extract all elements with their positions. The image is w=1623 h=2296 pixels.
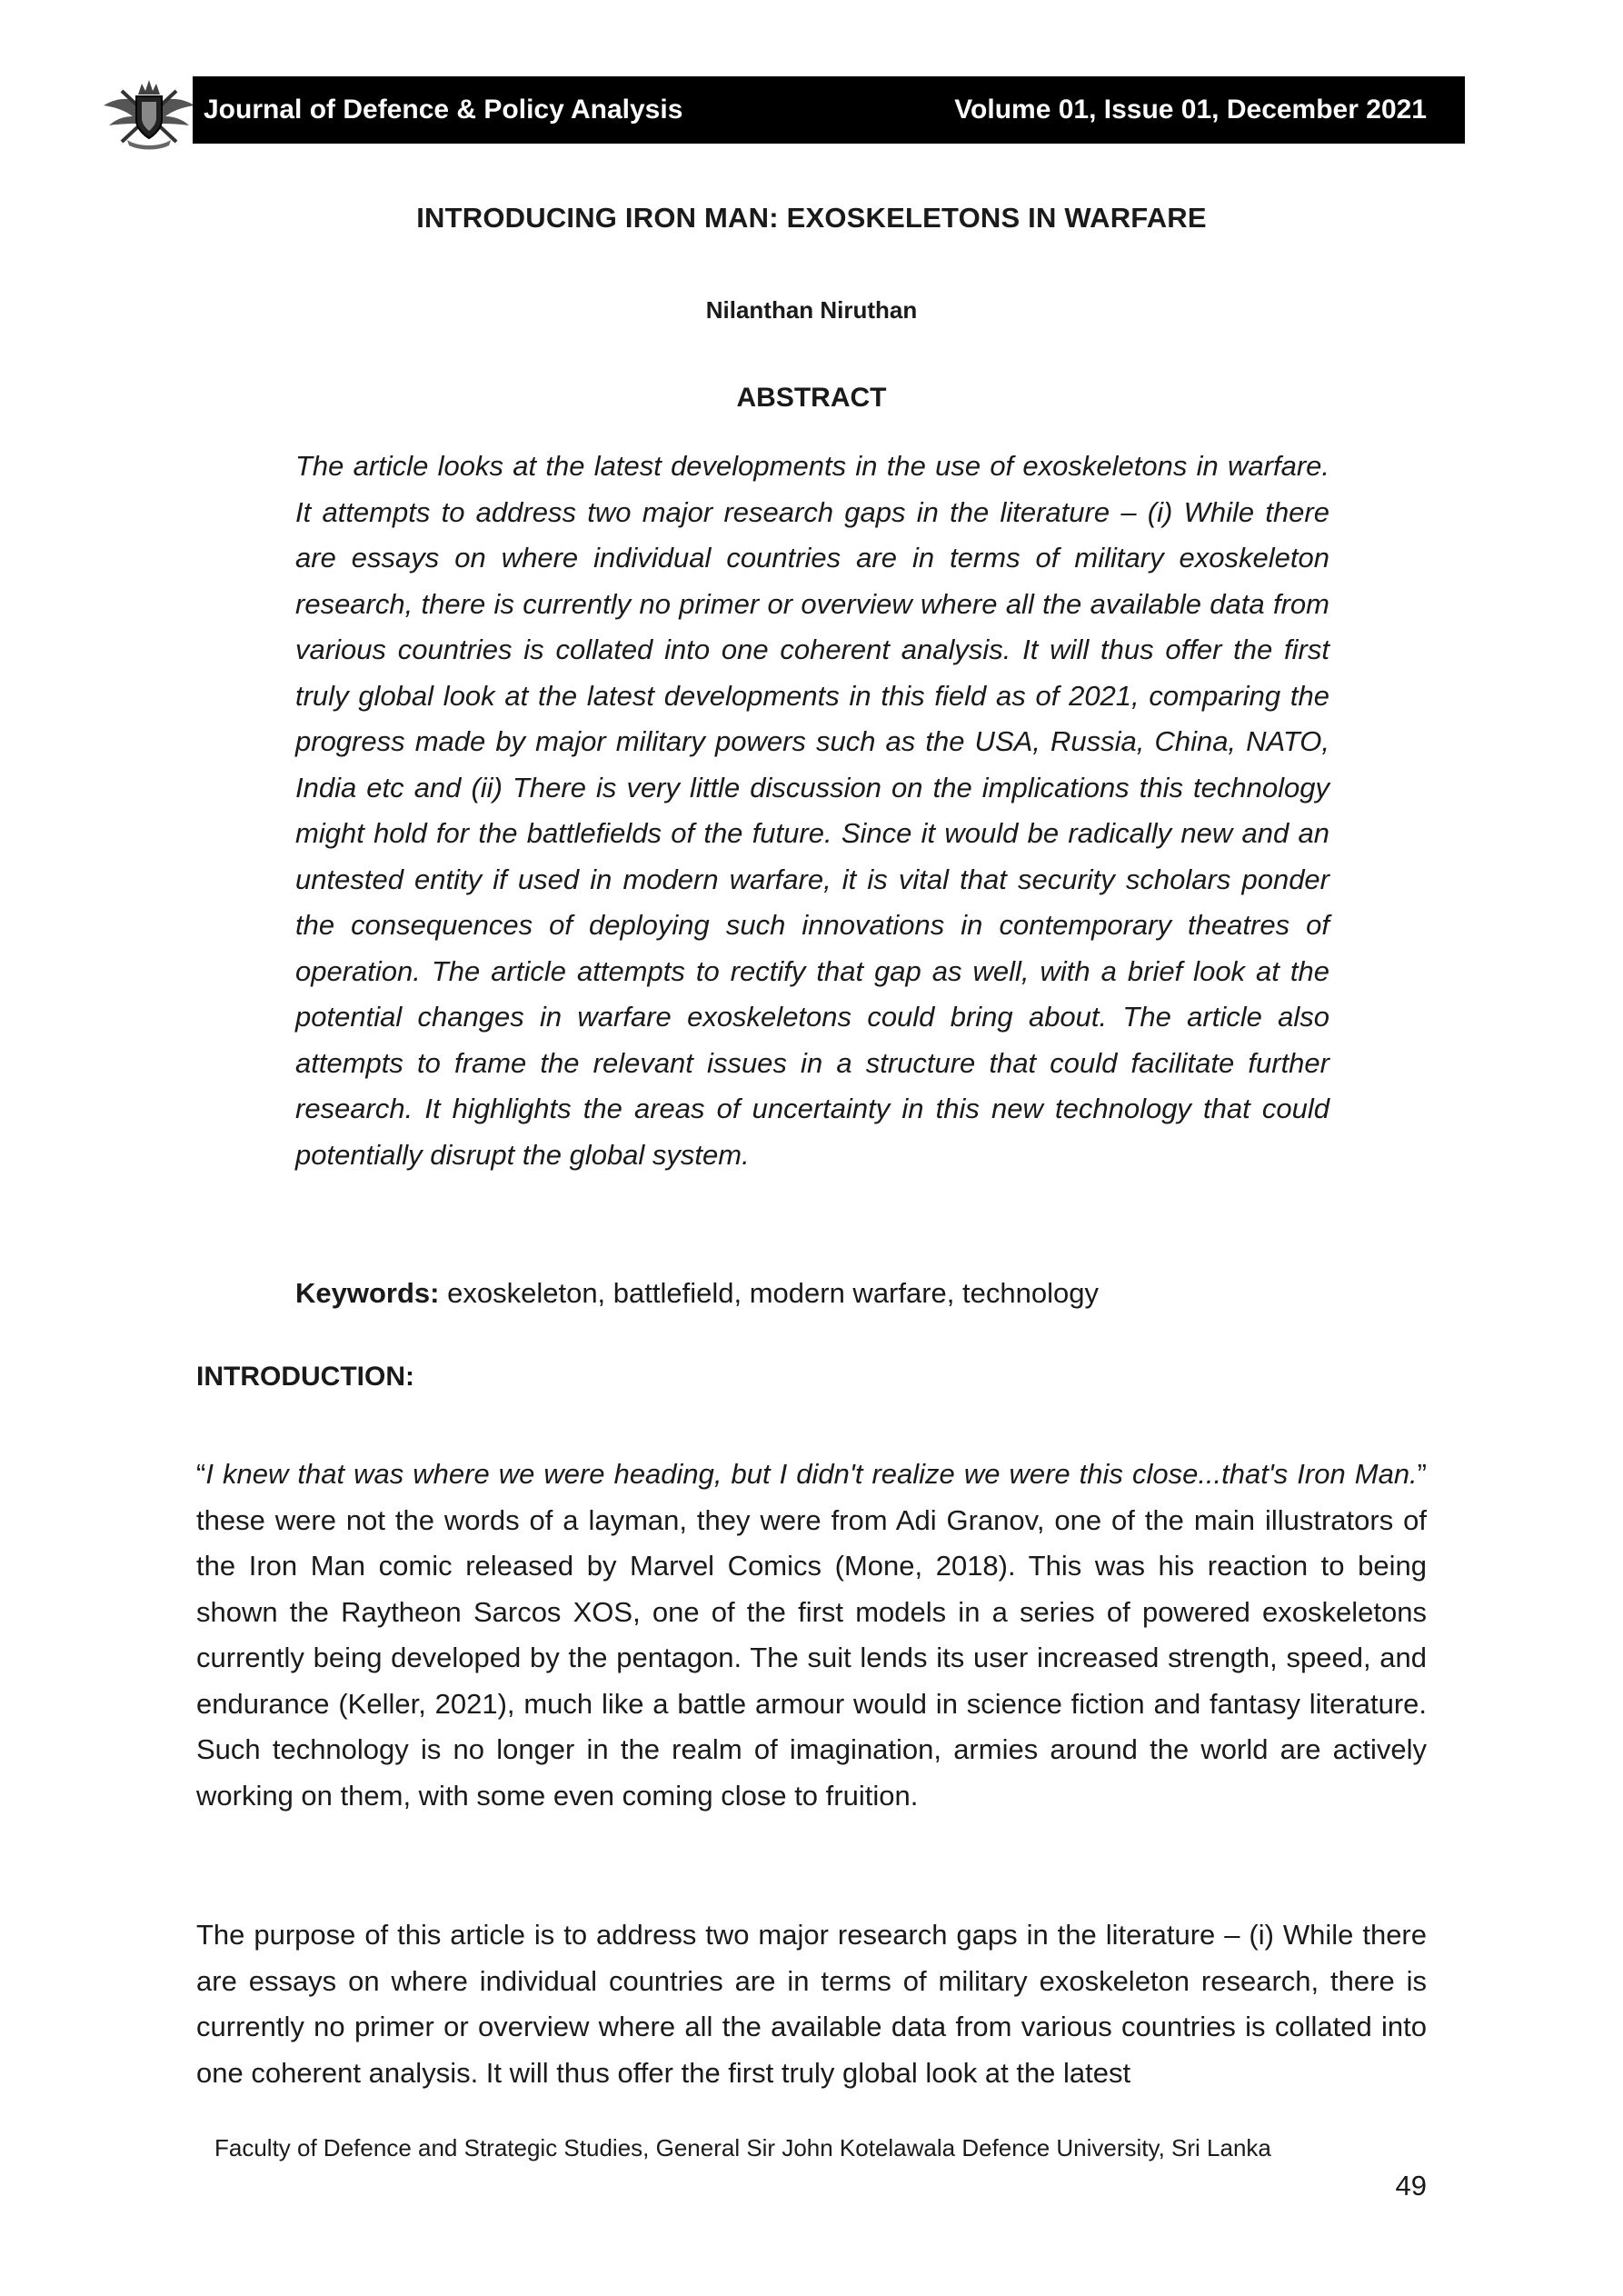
- intro-paragraph-1-text: these were not the words of a layman, they were from Adi Granov, one of the main illustrators of the Iron Man comic released by Marvel Comics (Mone, 2018). This was his reaction to being shown the Raytheon Sarcos XOS, one of the first models in a series of powered exoskeletons currently being developed by the pentagon. The suit lends its user increased strength, speed, and endurance (Keller, 2021), much like a battle armour would in science fiction and fantasy literature. Such technology is no longer in the realm of imagination, armies around the world are actively working on them, with some even coming close to fruition.: [196, 1503, 1427, 1812]
- granov-quote: I knew that was where we were heading, but I didn't realize we were this close...that's Iron Man.: [205, 1458, 1418, 1490]
- author-name: Nilanthan Niruthan: [705, 296, 918, 324]
- introduction-heading: INTRODUCTION:: [196, 1362, 414, 1392]
- quote-close-mark: ”: [1417, 1458, 1427, 1490]
- article-title: INTRODUCING IRON MAN: EXOSKELETONS IN WARFARE: [416, 202, 1207, 234]
- keywords-values: exoskeleton, battlefield, modern warfare, technology: [447, 1277, 1099, 1309]
- footer-affiliation: Faculty of Defence and Strategic Studies, General Sir John Kotelawala Defence University, Sri Lanka: [214, 2134, 1271, 2161]
- volume-info: Volume 01, Issue 01, December 2021: [954, 95, 1427, 125]
- intro-paragraph-2: The purpose of this article is to address two major research gaps in the literature – (i) While there are essays on where individual countries are in terms of military exoskeleton research, there is currently no primer or overview where all the available data from various countries is collated into one coherent analysis. It will thus offer the first truly global look at the latest: [196, 1919, 1427, 2089]
- abstract-text: The article looks at the latest developments in the use of exoskeletons in warfare. It attempts to address two major research gaps in the literature – (i) While there are essays on where individual countries are in terms of military exoskeleton research, there is currently no primer or overview where all the available data from various countries is collated into one coherent analysis. It will thus offer the first truly global look at the latest developments in this field as of 2021, comparing the progress made by major military powers such as the USA, Russia, China, NATO, India etc and (ii) There is very little discussion on the implications this technology might hold for the battlefields of the future. Since it would be radically new and an untested entity if used in modern warfare, it is vital that security scholars ponder the consequences of deploying such innovations in contemporary theatres of operation. The article attempts to rectify that gap as well, with a brief look at the potential changes in warfare exoskeletons could bring about. The article also attempts to frame the relevant issues in a structure that could facilitate further research. It highlights the areas of uncertainty in this new technology that could potentially disrupt the global system.: [295, 450, 1329, 1171]
- journal-name: Journal of Defence & Policy Analysis: [204, 95, 683, 125]
- page-number: 49: [1395, 2170, 1427, 2201]
- keywords-line: [295, 1271, 1329, 1316]
- intro-paragraph-1: [196, 1452, 1427, 1819]
- abstract-heading: ABSTRACT: [736, 383, 887, 413]
- journal-header-bar: [193, 76, 1465, 144]
- university-emblem-icon: [102, 69, 196, 151]
- keywords-label: Keywords:: [295, 1277, 440, 1309]
- quote-open-mark: “: [196, 1458, 206, 1490]
